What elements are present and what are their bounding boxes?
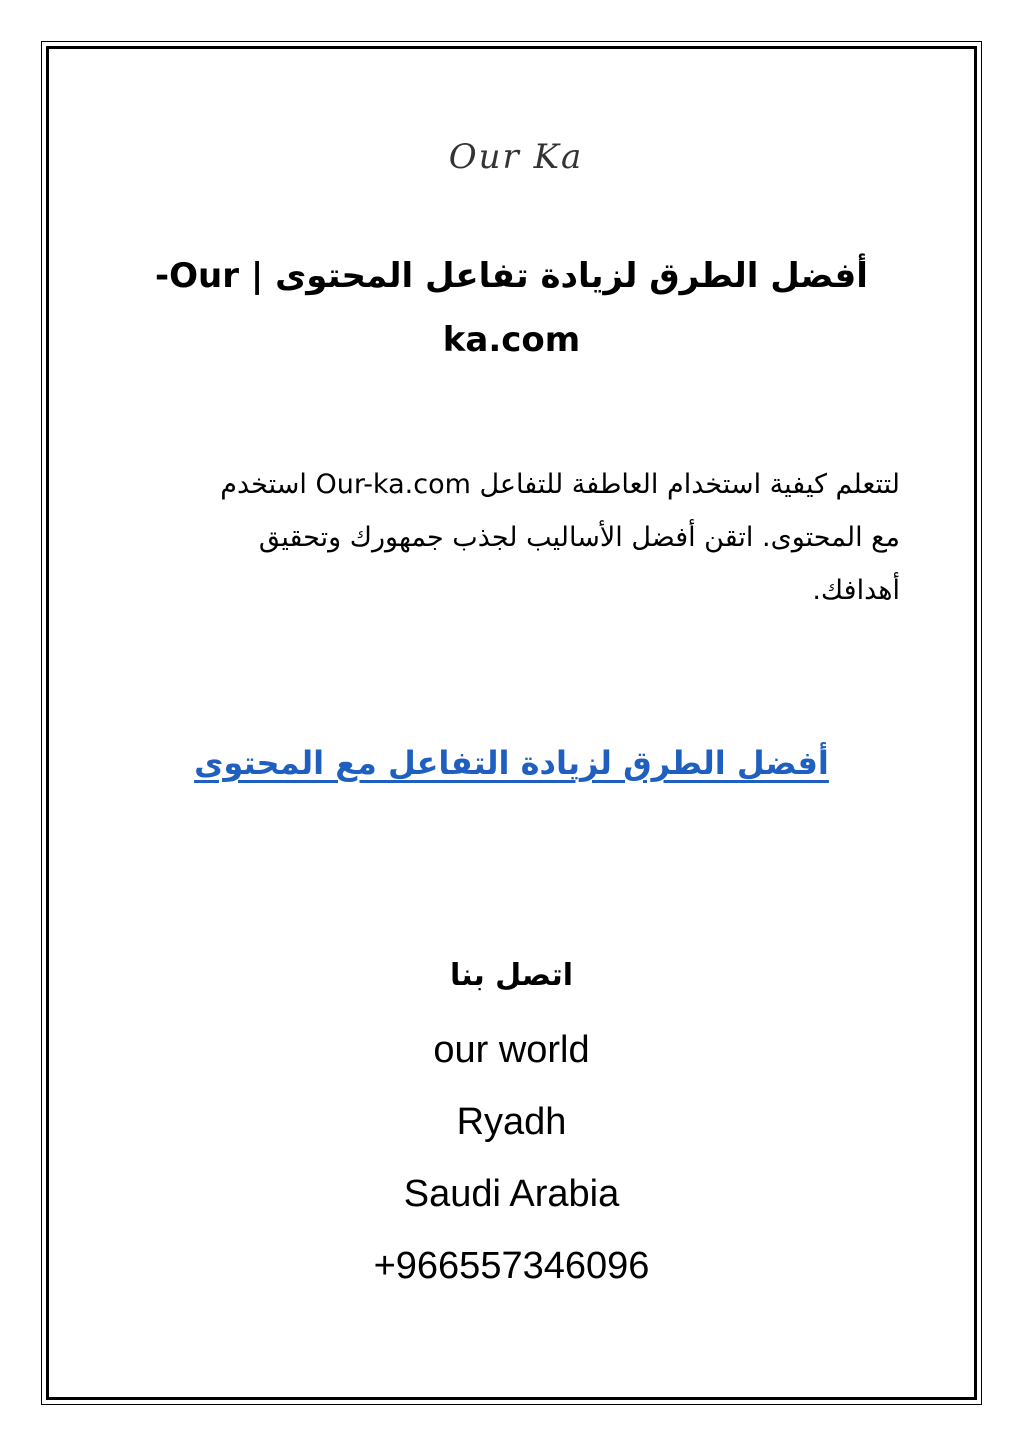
intro-paragraph bbox=[126, 458, 900, 617]
our-ka-logo bbox=[436, 132, 596, 182]
contact-country: Saudi Arabia bbox=[403, 1173, 620, 1215]
article-link-heading bbox=[130, 738, 893, 788]
contact-phone[interactable]: +966557346096 bbox=[373, 1245, 650, 1287]
page-title bbox=[130, 244, 893, 372]
contact-section bbox=[130, 950, 893, 1302]
intro-line-2: مع المحتوى. اتقن أفضل الأساليب لجذب جمهورك وتحقيق bbox=[258, 522, 900, 553]
intro-line-3: أهدافك. bbox=[812, 575, 900, 606]
contact-title: اتصل بنا bbox=[449, 958, 574, 993]
article-link[interactable]: أفضل الطرق لزيادة التفاعل مع المحتوى bbox=[194, 744, 829, 782]
logo-text: Our Ka bbox=[448, 137, 584, 177]
intro-line-1: لتتعلم كيفية استخدام العاطفة للتفاعل Our-ka.com استخدم bbox=[220, 469, 900, 500]
page-title-line-1: أفضل الطرق لزيادة تفاعل المحتوى | Our- bbox=[155, 256, 868, 296]
page-title-line-2: ka.com bbox=[442, 320, 581, 360]
contact-name: our world bbox=[433, 1029, 590, 1071]
contact-city: Ryadh bbox=[456, 1101, 567, 1143]
